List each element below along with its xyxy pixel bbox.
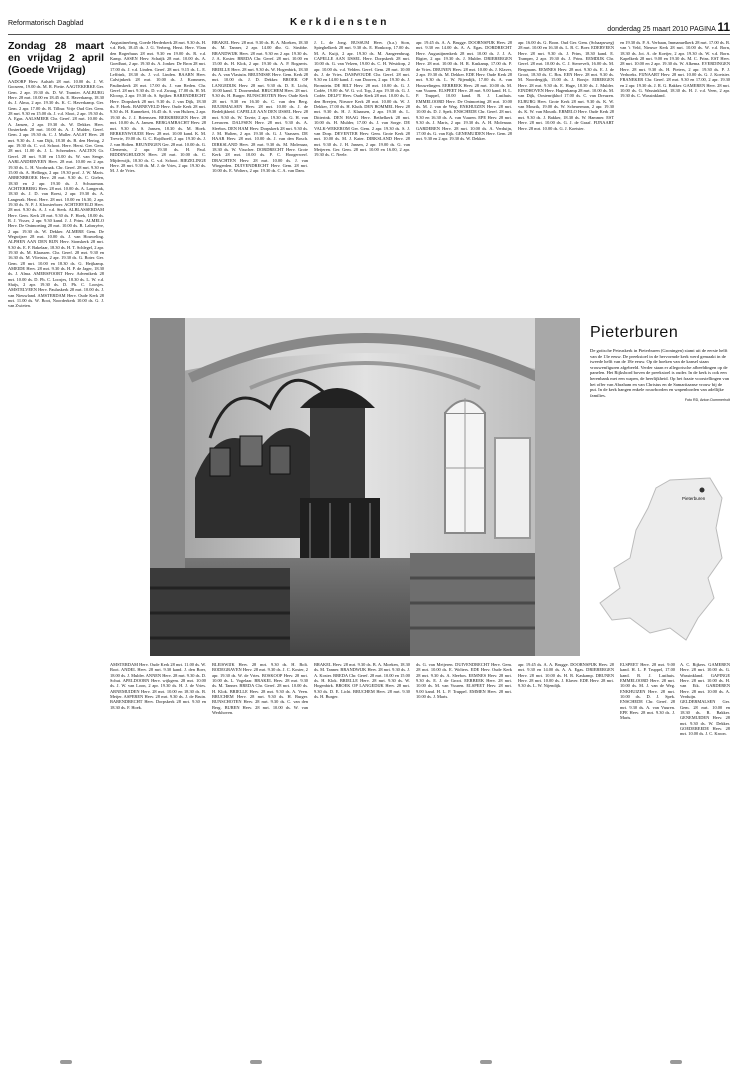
date-text: donderdag 25 maart 2010 PAGINA bbox=[607, 26, 716, 33]
photo-illustration bbox=[150, 318, 580, 656]
register-mark bbox=[670, 1060, 682, 1064]
header-rule bbox=[8, 34, 730, 35]
column-7 bbox=[620, 40, 730, 310]
column-1 bbox=[8, 40, 104, 1052]
bottom-column-3 bbox=[314, 662, 410, 1052]
page-header bbox=[0, 0, 738, 44]
column-text: BLEISWIJK Herv. 28 mrt. 9.30 ds. H. Bolt. BODEGRAVEN Herv. 28 mrt. 9.30 ds. J. C. Koster, 2 apr. 19.30 ds. W. de Vries. BOSKOOP Herv. 28 mrt. 10.00 ds. L. Vogelaar. BRAKEL Herv. 28 mrt. 9.30 ds. M. Tanner. BREDA Chr. Geref. 28 mrt. 10.00 ds. H. Klok. BRIELLE Herv. 28 mrt. 9.30 ds. A. Veen. BRUCHEM Herv. 28 mrt. 9.30 ds. H. Burger. BUNSCHOTEN Herv. 28 mrt. 9.30 ds. C. van den Berg. BUREN Herv. 28 mrt. 10.00 ds. W. van Werkhoven. bbox=[212, 662, 308, 716]
bottom-column-4 bbox=[416, 662, 512, 1052]
bottom-column-2 bbox=[212, 662, 308, 1052]
column-text: apr. 16.00 ds. G. Boon. Oud Ger. Gem. (Schaapsweg) 28 mrt. 10.00 en 16.30 ds. L. B. C. Boer. EDERVEEN Herv. 28 mrt. 9.30 ds. J. Prins, 18.30 kand. E. Tramper, 2 apr. 19.30 ds. J. Prins. EEMDIJK Chr. Geref. 28 mrt. 10.00 ds. C. J. Sterrevelt, 16.00 ds. M. Bergmans. EEMNES Herv. 28 mrt. 9.30 ds. E. J. de Groot, 18.30 ds. C. Bos. EEN Herv. 28 mrt. 9.30 ds. M. Noordergijk, 15.00 ds. J. Borsje. EIBERGEN Herv. 28 mrt. 9.30 ds. E. Hage, 18.30 ds. J. Mulder. EINDHOVEN Herv. Hagenkamp 28 mrt. 10.00 ds. M. van Dijk, Oostenrijkhof 17.00 ds. C. van Dreuzen. ELBURG Herv. Grote Kerk 28 mrt. 9.30 ds. K. W. van Mourik, 19.00 ds. W. Scheuerman, 2 apr. 19.30 ds. K. W. van Mourik. ERMELO Herv. Oude Kerk 28 mrt. 9.30 ds. J. Bakker, 18.30 ds. W. Hammer. EST Herv. 28 mrt. 10.00 ds. G. J. de Graaf. FIJNAART Herv. 28 mrt. 10.00 ds. G. J. Koetsier. bbox=[518, 40, 614, 131]
column-text: apr. 19.45 ds. A. A. Brugge. DOORNSPIJK Herv. 28 mrt. 9.30 en 14.00 ds. A. A. Egas. DORDRECHT Herv. Augustijnenkerk 28 mrt. 10.00 ds. J. J. A. Rigter, 2 apr. 19.30 ds. J. Mulder. DRIEBERGEN Herv. 28 mrt. 10.00 ds. H. R. Kaskamp, 17.00 ds. P. de Vries. DRUNEN Herv. 28 mrt. 10.00 ds. J. Klaver, 2 apr. 19.30 ds. M. Dekker. EDE Herv. Oude Kerk 28 mrt. 9.30 ds. L. W. Nijendijk, 17.00 ds. A. van Houwelingen. EERBEEK Herv. 28 mrt. 10.00 ds. M. van Vuuren. ELSPEET Herv. 28 mrt. 9.00 kand. H. L. P. Truppel, 10.00 kand. B. J. Lasthuis. EMMELOORD Herv. De Ontmoeting 28 mrt. 10.00 ds. M. J. van de Weg. ENKHUIZEN Herv. 28 mrt. 10.00 ds. D. J. Spek. ENSCHEDE Chr. Geref. 28 mrt. 9.30 en 16.30 ds. A. van Vuuren. EPE Herv. 28 mrt. 9.30 ds. J. Maris, 2 apr. 19.30 ds. A. H. Molenaar. GARDEREN Herv. 28 mrt. 10.00 ds. A. Verduijn, 17.00 ds. G. van Eijk. GENEMUIDEN Herv. Gem. 28 mrt. 9.30 en 2 apr. 19.30 ds. W. Dekker. bbox=[416, 40, 512, 142]
bottom-column-6 bbox=[620, 662, 675, 1052]
section-title: Kerkdiensten bbox=[290, 17, 390, 28]
info-sidebar bbox=[590, 318, 730, 656]
column-text: BRAKEL Herv. 28 mrt. 9.30 ds. B. A. Moeken, 18.30 ds. M. Tanner. BRANDWIJK Herv. 28 mrt. 9.30 ds. J. A. Koster. BREDA Chr. Geref. 28 mrt. 10.00 en 15.00 ds. H. Klok. BRIELLE Herv. 28 mrt. 9.30 ds. W. Hogenbirk. BROEK OP LANGEDIJK Herv. 28 mrt. 9.30 ds. D. E. Licht. BRUCHEM Herv. 28 mrt. 9.30 ds. H. Burger. bbox=[314, 662, 410, 700]
column-text: ELSPEET Herv. 28 mrt. 9.00 kand. H. L. P. Truppel, 17.00 kand. B. J. Lasthuis. EMMELOORD Herv. 28 mrt. 10.00 ds. M. J. van de Weg. ENKHUIZEN Herv. 28 mrt. 10.00 ds. D. J. Spek. ENSCHEDE Chr. Geref. 28 mrt. 9.30 ds. A. van Vuuren. EPE Herv. 28 mrt. 9.30 ds. J. Maris. bbox=[620, 662, 675, 721]
column-text: apr. 19.45 ds. A. A. Brugge. DOORNSPIJK Herv. 28 mrt. 9.30 en 14.00 ds. A. A. Egas. DRIEBERGEN Herv. 28 mrt. 10.00 ds. H. R. Kaskamp. DRUNEN Herv. 28 mrt. 10.00 ds. J. Klaver. EDE Herv. 28 mrt. 9.30 ds. L. W. Nijendijk. bbox=[518, 662, 614, 689]
page-number: 11 bbox=[717, 20, 730, 34]
sidebar-title: Pieterburen bbox=[590, 324, 679, 341]
column-text: ds. G. van Meijeren. DUIVENDRECHT Herv. Gem. 28 mrt. 10.00 ds. E. Wolters. EDE Herv. Oude Kerk 28 mrt. 9.30 ds. A. Sleebos. EEMNES Herv. 28 mrt. 9.30 ds. E. J. de Groot. EERBEEK Herv. 28 mrt. 10.00 ds. M. van Vuuren. ELSPEET Herv. 28 mrt. 9.00 kand. H. L. P. Truppel. EMMEN Herv. 28 mrt. 10.00 ds. J. Maris. bbox=[416, 662, 512, 700]
main-title: Zondag 28 maart en vrijdag 2 april (Goede Vrijdag) bbox=[8, 40, 104, 76]
column-6 bbox=[518, 40, 614, 310]
column-4 bbox=[314, 40, 410, 310]
register-mark bbox=[250, 1060, 262, 1064]
column-3 bbox=[212, 40, 308, 310]
netherlands-map bbox=[590, 468, 730, 648]
column-text: AMSTERDAM Herv. Oude Kerk 28 mrt. 11.00 ds. W. Boot. ANDEL Herv. 28 mrt. 9.30 kand. J. den Boer, 18.00 ds. J. Mulder. ANNEN Herv. 28 mrt. 9.30 ds. D. Schut. APELDOORN Herv. wijkgem. 28 mrt. 10.00 ds. J. W. van Loon, 2 apr. 19.30 ds. H. J. de Vries. ARNEMUIDEN Herv. 28 mrt. 10.00 en 18.30 ds. B. Meijer. ASPEREN Herv. 28 mrt. 9.30 ds. J. de Bruin. BARENDRECHT Herv. Dorpskerk 28 mrt. 9.30 en 18.30 ds. F. Hoek. bbox=[110, 662, 206, 710]
register-mark bbox=[480, 1060, 492, 1064]
church-interior-photo bbox=[150, 318, 580, 656]
photo-credit: Foto RD, Anton Dommerholt bbox=[684, 398, 730, 403]
column-text: en 19.30 ds. P. A. Verbaan, Immanuelkerk 28 mrt. 17.00 ds. B. van 't Veld, Nieuwe Kerk 28 mrt. 10.00 ds. W. v.d. Born, 18.30 ds. Jot. A. de Koeijer, 2 apr. 19.30 ds. W. v.d. Born. Kapelkerk 28 mrt. 9.00 en 19.30 ds. M. C. Prins. EST Herv. 28 mrt. 10.00 en 2 apr. 19.30 ds. W. Alkema. EVERDINGEN Herv. 28 mrt. 9.30 ds. H. Pieters, 2 apr. 19.30 ds. P. J. Verhoeks. FIJNAART Herv. 28 mrt. 10.00 ds. G. J. Koetsier. FRANEKER Chr. Geref. 28 mrt. 9.30 en 17.00, 2 apr. 19.30 en 2 apr. 19.30 ds. J. R. G. Bakker. GAMEREN Herv. 28 mrt. 10.00 ds. G. Wassinkland, 18.30 ds. H. J. v.d. Veen, 2 apr. 19.30 ds. C. Wassinkland. bbox=[620, 40, 730, 99]
bottom-column-1 bbox=[110, 662, 206, 1052]
sidebar-text: De gotische Petruskerk in Pieterburen (Groningen) stamt uit de eerste helft van de 13e eeuw. De preekstoel in de hervormde kerk werd gemaakt in de tweede helft van de 18e eeuw. Op de hoeken van de kansel staan vrouwenfiguren afgebeeld. Verder staan er allegorische afbeeldingen op de panelen. Het Rijksbord boven de preekstoel is ouder. In de kerk is ook een herenbank met een wapen, de heerlijkheid. Op het fraaie voorstellingen van het offer van Abraham en van Christus en de Samaritaanse vrouw bij de put. In de kerk hangen enkele rouwborden en wapenborden van adellijke families. bbox=[590, 348, 730, 398]
page-date bbox=[607, 20, 730, 34]
map-outline bbox=[590, 468, 730, 648]
column-text: J. L. de Jong. BUSSUM Herv. (h.a.) Sion, Spieghelkerk 28 mrt. 9.30 ds. E. Honkoop, 17.00 ds. M. A. Kuijt, 2 apr. 19.30 ds. M. Aangeenbrug. CAPELLE AAN IJSSEL Herv. Dorpskerk 28 mrt. 10.00 ds. G. van Velzen, 19.00 ds. C. H. Westdorp, 2 apr. 10.00 ds. v.d. Velden. Geref. Gem. 28 mrt. 10.00 ds. J. de Vries. DAMWOUDE Chr. Geref. 28 mrt. 9.30 en 14.00 kand. J. van Dooren, 2 apr. 19.30 ds. J. Bronstein. DE BILT Herv. 28 mrt. 10.00 ds. G. J. Codée, 19.00 ds. W. G. v.d. Top, 2 apr. 19.30 ds. G. J. Codée. DELFT Herv. Oude Kerk 28 mrt. 10.00 ds. L. den Breejen, Nieuwe Kerk 28 mrt. 10.00 ds. W. J. Dekker, 17.00 ds. H. Kluth. DEN BOMMEL Herv. 28 mrt. 9.30 ds. H. J. Klaassen, 2 apr. 19.30 ds. L. Ditterink. DEN HAAG Herv. Bethelkerk 28 mrt. 10.00 ds. H. Mulder, 17.00 ds. J. van Sorge. DE VALK-WEKEROM Ger. Gem. 2 apr. 19.30 ds. S. J. van Dorp. DEVENTER Herv. Gem. Grote Kerk 28 mrt. 10.00 ds. M. J. Kater. DIRKSLAND Herv. 28 mrt. 9.30 ds. J. H. Jansen, 2 apr. 19.00 ds. G. van Meijeren. Ger. Gem. 28 mrt. 10.00 en 16.00, 2 apr. 19.30 ds. C. Neele. bbox=[314, 40, 410, 158]
column-2 bbox=[110, 40, 206, 310]
page-footer bbox=[0, 1056, 738, 1068]
newspaper-name: Reformatorisch Dagblad bbox=[8, 20, 84, 27]
column-text: A. C. Rijkers. GAMEREN Herv. 28 mrt. 10.00 ds. G. Wassinkland. GAPINGE Herv. 28 mrt. 10.00 ds. H. van Eik. GARDEREN Herv. 28 mrt. 10.00 ds. A. Verduijn. GELDERMALSEN Ger. Gem. 28 mrt. 10.00 en 18.30 ds. R. Bakker. GENEMUIDEN Herv. 28 mrt. 9.30 ds. W. Dekker. GOEDEREEDE Herv. 28 mrt. 10.00 ds. J. C. Kroon. bbox=[680, 662, 730, 737]
map-location-label: Pieterburen bbox=[682, 496, 706, 501]
register-mark bbox=[60, 1060, 72, 1064]
column-text: BRAKEL Herv. 28 mrt. 9.30 ds. B. A. Moeken, 18.30 ds. M. Tanner, 2 apr. 14.00 dhr. G. Strubbe. BRANDWIJK Herv. 28 mrt. 9.30 en 2 apr. 19.30 ds. J. A. Koster. BREDA Chr. Geref. 28 mrt. 10.00 en 15.00 ds. H. Klok, 2 apr. 19.30 ds. A. P. Bogaerts. BRIELLE Herv. 28 mrt. 9.30 ds. W. Hogenbirk, 18.30 ds. A. van Vlastuin. BRUINISSE Herv. Gem. Kerk 28 mrt. 10.00 ds. J. D. Dekker. BROEK OP LANGEDIJK Herv. 28 mrt. 9.30 ds. D. E. Licht, 10.00 kand. T. Doornenbal. BRUCHEM Herv. 28 mrt. 9.30 ds. H. Burger. BUNSCHOTEN Herv. Oude Kerk 28 mrt. 9.30 en 16.30 ds. C. van den Berg. BUURMALSEN Herv. 28 mrt. 10.00 ds. J. de Redelijkheid. CAPELLE AAN DEN IJSSEL Herv. 28 mrt. 9.30 ds. W. Tavrie, 2 apr. 19.30 ds. G. H. van Leeuwen. DALFSEN Herv. 28 mrt. 9.30 ds. A. Sleebos. DEN HAM Herv. Dorpskerk 28 mrt. 9.30 ds. J. M. Hulten, 2 apr. 19.30 ds. G. J. Vaassen. DE HAAR Herv. 28 mrt. 10.00 ds. J. van den Bosch. DIRKSLAND Herv. 28 mrt. 9.30 ds. M. Molenaar, 18.30 ds. W. Visscher. DORDRECHT Herv. Grote Kerk 28 mrt. 10.00 ds. P. C. Hoogerwerf. DRACHTEN Herv. 28 mrt. 10.00 ds. J. van Wingerden. DUIVENDRECHT Herv. Gem. 28 mrt. 10.00 ds. E. Wolters, 2 apr. 19.30 ds. C. A. van Dam. bbox=[212, 40, 308, 174]
bottom-column-7 bbox=[680, 662, 730, 1052]
column-5 bbox=[416, 40, 512, 310]
bottom-column-5 bbox=[518, 662, 614, 1052]
column-text: Augustinerberg, Goede Herderkerk 28 mrt. 9.30 ds. H. v.d. Belt, 18.45 ds. J. G. Verberg, Herst. Herv. Vlam den Rogerhuus 28 mrt. 9.30 en 19.00 ds. R. v.d. Kamp. ASSEN Herv. Schaijk 28 mrt. 10.00 ds. A. Goedhart, 2 apr. 19.30 ds. A. Jonker. De Bron 28 mrt. 17.00 ds. J. v.d. Linden. Geref. 28 mrt. 9.15 ds. L. E. Leffrink, 18.30 ds. J. v.d. Linden. BAARN Herv. Calvijnkerk 28 mrt. 10.00 ds. J. Kommers, Paulinskerk 28 mrt. 17.00 ds. J. van Reden. Chr. Geref. 28 mrt. 9.30 ds. D. v.d. Zwaag, 17.00 ds. H. M. Kloosp, 2 apr. 19.30 ds. S. Spijker. BARENDRECHT Herv. Dorpskerk 28 mrt. 9.30 ds. J. van Dijk, 18.30 ds. F. Hoek. BARNEVELD Herv. Oude Kerk 28 mrt. 9.30 ds. H. Kunnekert, 16.45 ds. S. van Hulzen, 2 apr. 19.30 ds. J. J. Brienssen. BEEKBERGEN Herv. 28 mrt. 10.00 ds. A. Jansen. BERGAMBACHT Herv. 28 mrt. 9.30 ds. S. Jansen, 18.30 ds. M. Hoek. BERKENWOUDE Herv. 28 mrt. 10.00 kand. K. M. Trevrie, 19.00 ds. G. C. Rojdhoeff, 2 apr. 19.30 ds. J. J. van Holten. BEUNINGEN Ger. 28 mrt. 10.00 ds. G. Clements, 2 apr. 19.30 ds. H. Paul. BIDDINGHUIZEN Herv. 28 mrt. 10.00 ds. C. Mijderwijk, 18.30 ds. C. v.d. Schoot. BIEZELINGE Herv. 28 mrt. 9.30 ds. M. J. de Vries, 2 apr. 19.30 ds. M. J. de Vries. bbox=[110, 40, 206, 174]
column-text: AADORP Herv. Aalstrh 28 mrt. 10.00 ds. J. W. Gooseen, 19.00 ds. M. R. Piette. AAGTEKERKE Ger. Gem. 2 apr. 19.30 ds. D. W. Tramier. AALBURG Herv. 28 mrt. 10.00 en 18.45 ds. E. Haverkamp, 18.30 ds. J. Alma, 2 apr. 19.30 ds. K. C. Haverkamp. Ger. Gem. 2 apr. 17.00 ds. R. Tilbur. Vrije Oud Ger. Gem. 28 mrt. 9.30 en 15.00 ds. J. v.d. Sloot, 2 apr. 19.30 ds. A. Egas. AALSMEER Chr. Geref. 28 mrt. 10.00 ds. A. Jansen, 2 apr. 19.30 ds. W. Dekker. Herv. Oosterkerk 28 mrt. 10.00 ds. A. J. Mulder, Geref. Gem. 2 apr. 19.30 ds. C. J. Muller. AALST Herv. 28 mrt. 9.30 ds. J. van Dijk, 18.30 ds. B. den Hertog, 2 apr. 19.30 ds. C. v.d. Schoot. Herv. Herst. Ger. Gem. 28 mrt. 11.00 ds. J. L. Schreuders. AALTEN Gr. Geref. 28 mrt. 9.30 en 15.00 ds. W. van Senge. AARLANDERVEEN Herv. 28 mrt. 10.00 en 2 apr. 19.30 ds. L. H. Voorbraak. Chr. Geref. 28 mrt. 9.30 en 15.00 ds. A. Hellinga, 2 apr. 19.30 prof. J. W. Maris. ABBENBROEK Herv. 28 mrt. 9.30 ds. C. Gielen, 18.30 en 2 apr. 19.30 ds. J. Schuurman. ACHTERBERG Herv. 28 mrt. 10.00 ds. A. Langerak, 18.30 ds. J. D. van Roest, 2 apr. 19.30 ds. A. Langerak. Herst. Herv. 28 mrt. 10.00 en 16.30, 2 apr. 19.30 ds. N. P. J. Kloosterboer. ACHTERVELD Herv. 28 mrt. 9.30 ds. A. J. v.d. Sterk. ALBLASSERDAM Herv. Gem. Kerk 28 mrt. 9.30 ds. F. Hoek, 18.00 ds. R. J. Visser, 2 apr. 9.30 kand. J. J. Prins. ALMELO Herv. De Ontmoeting 28 mrt. 10.00 ds. B. Labruyère, 2 apr. 19.30 ds. W. Dekker. ALMERE Gem. De Wegwijzer 28 mrt. 10.00 ds. J. van Houweling. ALPHEN AAN DEN RIJN Herv. Sionskerk 28 mrt. 9.30 ds. E. F. Bakelaar, 18.30 ds. H. T. Schlegel, 2 apr. 19.30 ds. M. Klaassen. Chr. Geref. 28 mrt. 9.30 en 16.30 ds. M. Vlietstra, 2 apr. 19.30 ds. G. Boter. Ger. Gem. 28 mrt. 10.00 en 18.30 ds. G. Heijkamp. AMEIDE Herv. 28 mrt. 9.30 ds. H. P. de Jager, 18.30 ds. J. Alma. AMERSFOORT Herv. Adventkerk 28 mrt. 10.00 ds. D. Ph. C. Loosjes, 18.30 ds. L. W. v.d. Sluijs, 2 apr. 19.30 ds. D. Ph. C. Loosjes. AMSTELVEEN Herv. Pauluskerk 28 mrt. 10.00 ds. J. van Nieuwland. AMSTERDAM Herv. Oude Kerk 28 mrt. 11.00 ds. W. Boot, Noorderkerk 10.00 ds. G. J. van Zwieten. bbox=[8, 79, 104, 309]
